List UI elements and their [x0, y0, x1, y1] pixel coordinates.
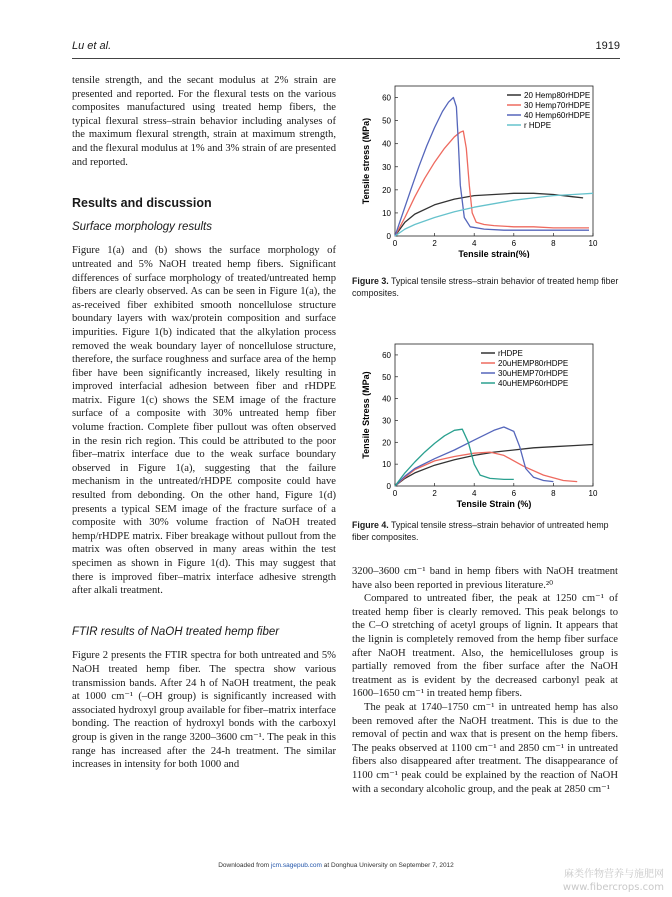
x-axis-label: Tensile strain(%) — [458, 249, 530, 258]
y-tick-label: 60 — [382, 93, 391, 103]
legend-label: 20uHEMP80rHDPE — [498, 359, 569, 368]
x-tick-label: 0 — [392, 239, 398, 248]
y-tick-label: 50 — [382, 372, 391, 382]
watermark — [563, 868, 664, 894]
x-tick-label: 6 — [511, 239, 517, 248]
paragraph-ftir: Figure 2 presents the FTIR spectra for both untreated and 5% NaOH treated hemp fiber. The spectra show various transmission bands. After 24 h of NaOH treatment, the peak at 1000 cm⁻¹ (–OH group) is significantly increased with associated hydroxyl group available for fiber–matrix interface bonding. The reaction of hydroxyl bonds with the carboxyl group is given in the range 3200–3600 cm⁻¹. The peak in this range has increased after the 24-h treatment. The similar increases in intensity for both 1000 and — [72, 650, 336, 771]
header-rule — [72, 58, 620, 59]
y-tick-label: 20 — [382, 185, 391, 195]
legend-label: rHDPE — [498, 349, 523, 358]
footer-link[interactable]: jcm.sagepub.com — [270, 862, 322, 869]
left-column — [72, 74, 336, 772]
figure-3-caption-text: Typical tensile stress–strain behavior of treated hemp fiber composites. — [352, 276, 619, 298]
x-tick-label: 8 — [551, 239, 556, 248]
y-axis-label: Tensile stress (MPa) — [361, 117, 371, 205]
y-tick-label: 30 — [382, 162, 391, 172]
y-axis-label: Tensile Stress (MPa) — [361, 371, 371, 459]
x-tick-label: 6 — [511, 489, 517, 498]
figure-4-chart — [355, 336, 617, 511]
watermark-line1: 麻类作物营养与施肥网 — [564, 869, 664, 880]
figure-3-label: Figure 3. — [352, 276, 389, 286]
y-tick-label: 0 — [386, 482, 391, 491]
paragraph-methods-end: tensile strength, and the secant modulus at 2% strain are presented and reported. For the flexural tests on the various composites manufactured using treated hemp fibers, the typical flexural stress–strain behavior including analyses of the maximum flexural strength, strain at maximum strength, and the flexural modulus at 1% and 3% strain of are presented and reported. — [72, 75, 336, 168]
x-tick-label: 10 — [588, 239, 598, 248]
paragraph-ftir-cont: 3200–3600 cm⁻¹ band in hemp fibers with NaOH treatment have also been reported in previous literature.²⁰ — [352, 566, 618, 591]
x-tick-label: 2 — [432, 489, 437, 498]
y-tick-label: 30 — [382, 416, 391, 426]
y-tick-label: 0 — [386, 232, 391, 241]
paragraph-pectin: The peak at 1740–1750 cm⁻¹ in untreated hemp has also been removed after the NaOH treatment. This is due to the removal of pectin and wax that is present on the hemp fibers. The peaks observed at 1100 cm⁻¹ and 2850 cm⁻¹ in untreated fibers also disappeared after treatment. The disappearance of 1100 cm⁻¹ peak could be explained by the reaction of NaOH with a secondary alcoholic group, and the peak at 2850 cm⁻¹ — [352, 701, 618, 795]
legend-label: r HDPE — [524, 121, 552, 130]
y-tick-label: 60 — [382, 350, 391, 360]
y-tick-label: 10 — [382, 208, 391, 218]
legend-label: 30uHEMP70rHDPE — [498, 369, 569, 378]
page-number: 1919 — [595, 40, 620, 52]
subsection-heading-ftir: FTIR results of NaOH treated hemp fiber — [72, 625, 280, 638]
legend-label: 40 Hemp60rHDPE — [524, 111, 591, 120]
figure-4-caption — [352, 519, 620, 543]
running-head-authors: Lu et al. — [72, 40, 112, 52]
y-tick-label: 10 — [382, 460, 391, 470]
legend-label: 40uHEMP60rHDPE — [498, 379, 569, 388]
series-line-2 — [395, 427, 553, 486]
legend-label: 30 Hemp70rHDPE — [524, 101, 591, 110]
y-tick-label: 40 — [382, 394, 391, 404]
footer-prefix: Downloaded from — [218, 862, 271, 869]
x-tick-label: 8 — [551, 489, 556, 498]
x-tick-label: 10 — [588, 489, 598, 498]
y-tick-label: 40 — [382, 139, 391, 149]
x-tick-label: 2 — [432, 239, 437, 248]
x-tick-label: 4 — [471, 239, 477, 248]
y-tick-label: 20 — [382, 438, 391, 448]
y-tick-label: 50 — [382, 116, 391, 126]
series-line-3 — [395, 429, 514, 486]
figure-4-caption-text: Typical tensile stress–strain behavior of untreated hemp fiber composites. — [352, 520, 609, 542]
figure-4-label: Figure 4. — [352, 520, 389, 530]
section-heading-results: Results and discussion — [72, 196, 212, 211]
x-axis-label: Tensile Strain (%) — [456, 499, 532, 509]
right-column — [352, 565, 618, 796]
figure-3-chart — [355, 78, 617, 258]
legend-label: 20 Hemp80rHDPE — [524, 91, 591, 100]
paragraph-lignin: Compared to untreated fiber, the peak at 1250 cm⁻¹ of treated hemp fiber is clearly removed. This peak belongs to the C–O stretching of acetyl groups of lignin. It appears that the lignin is completely removed from the hemp fiber surface after NaOH treatment. Also, the hemicelluloses group is partially removed from the fiber surface after the NaOH treatment as is evident by the decreased carbonyl peak at 1600–1650 cm⁻¹ in treated hemp fibers. — [352, 593, 618, 700]
series-line-1 — [395, 131, 589, 236]
watermark-line2: www.fibercrops.com — [562, 882, 664, 893]
figure-3-caption — [352, 275, 620, 299]
subsection-heading-surface: Surface morphology results — [72, 220, 212, 233]
x-tick-label: 4 — [471, 489, 477, 498]
x-tick-label: 0 — [392, 489, 398, 498]
footer-suffix: at Donghua University on September 7, 2012 — [321, 862, 454, 869]
paragraph-surface-morphology: Figure 1(a) and (b) shows the surface morphology of untreated and 5% NaOH treated hemp fibers. Significant differences of surface morphology of treated/untreated hemp fibers are clearly observed. As can be seen in Figure 1(a), the as-received fiber exhibited smooth noncellulose structure boundary layers with wax/protein composition and surface impurities. Figure 1(b) indicated that the alkylation process removed the weak boundary layer of noncellulose structure, therefore, the surface roughness and surface area of the hemp fiber have been significantly increased, likely resulting in improved interfacial adhesion between fiber and rHDPE matrix. Figure 1(c) shows the SEM image of the fracture surface of a composite with 30% untreated hemp fiber volume fraction. Complete fiber pullout was often observed in the resin rich region. This could be attributed to the poor fiber–matrix interface due to the weak surface boundary observed in Figure 1(a), suggesting that the failure mechanism in the untreated/rHDPE composite could have resulted from debonding. On the other hand, Figure 1(d) presents a typical SEM image of the fracture surface of a composite with 30% volume fraction of NaOH treated hemp/rHDPE matrix. Fiber breakage without pullout from the matrix was often observed in many areas within the test specimen as shown in Figure 1(d). This may suggest that there is improved fiber–matrix interface adhesive strength after alkali treatment. — [72, 245, 336, 597]
